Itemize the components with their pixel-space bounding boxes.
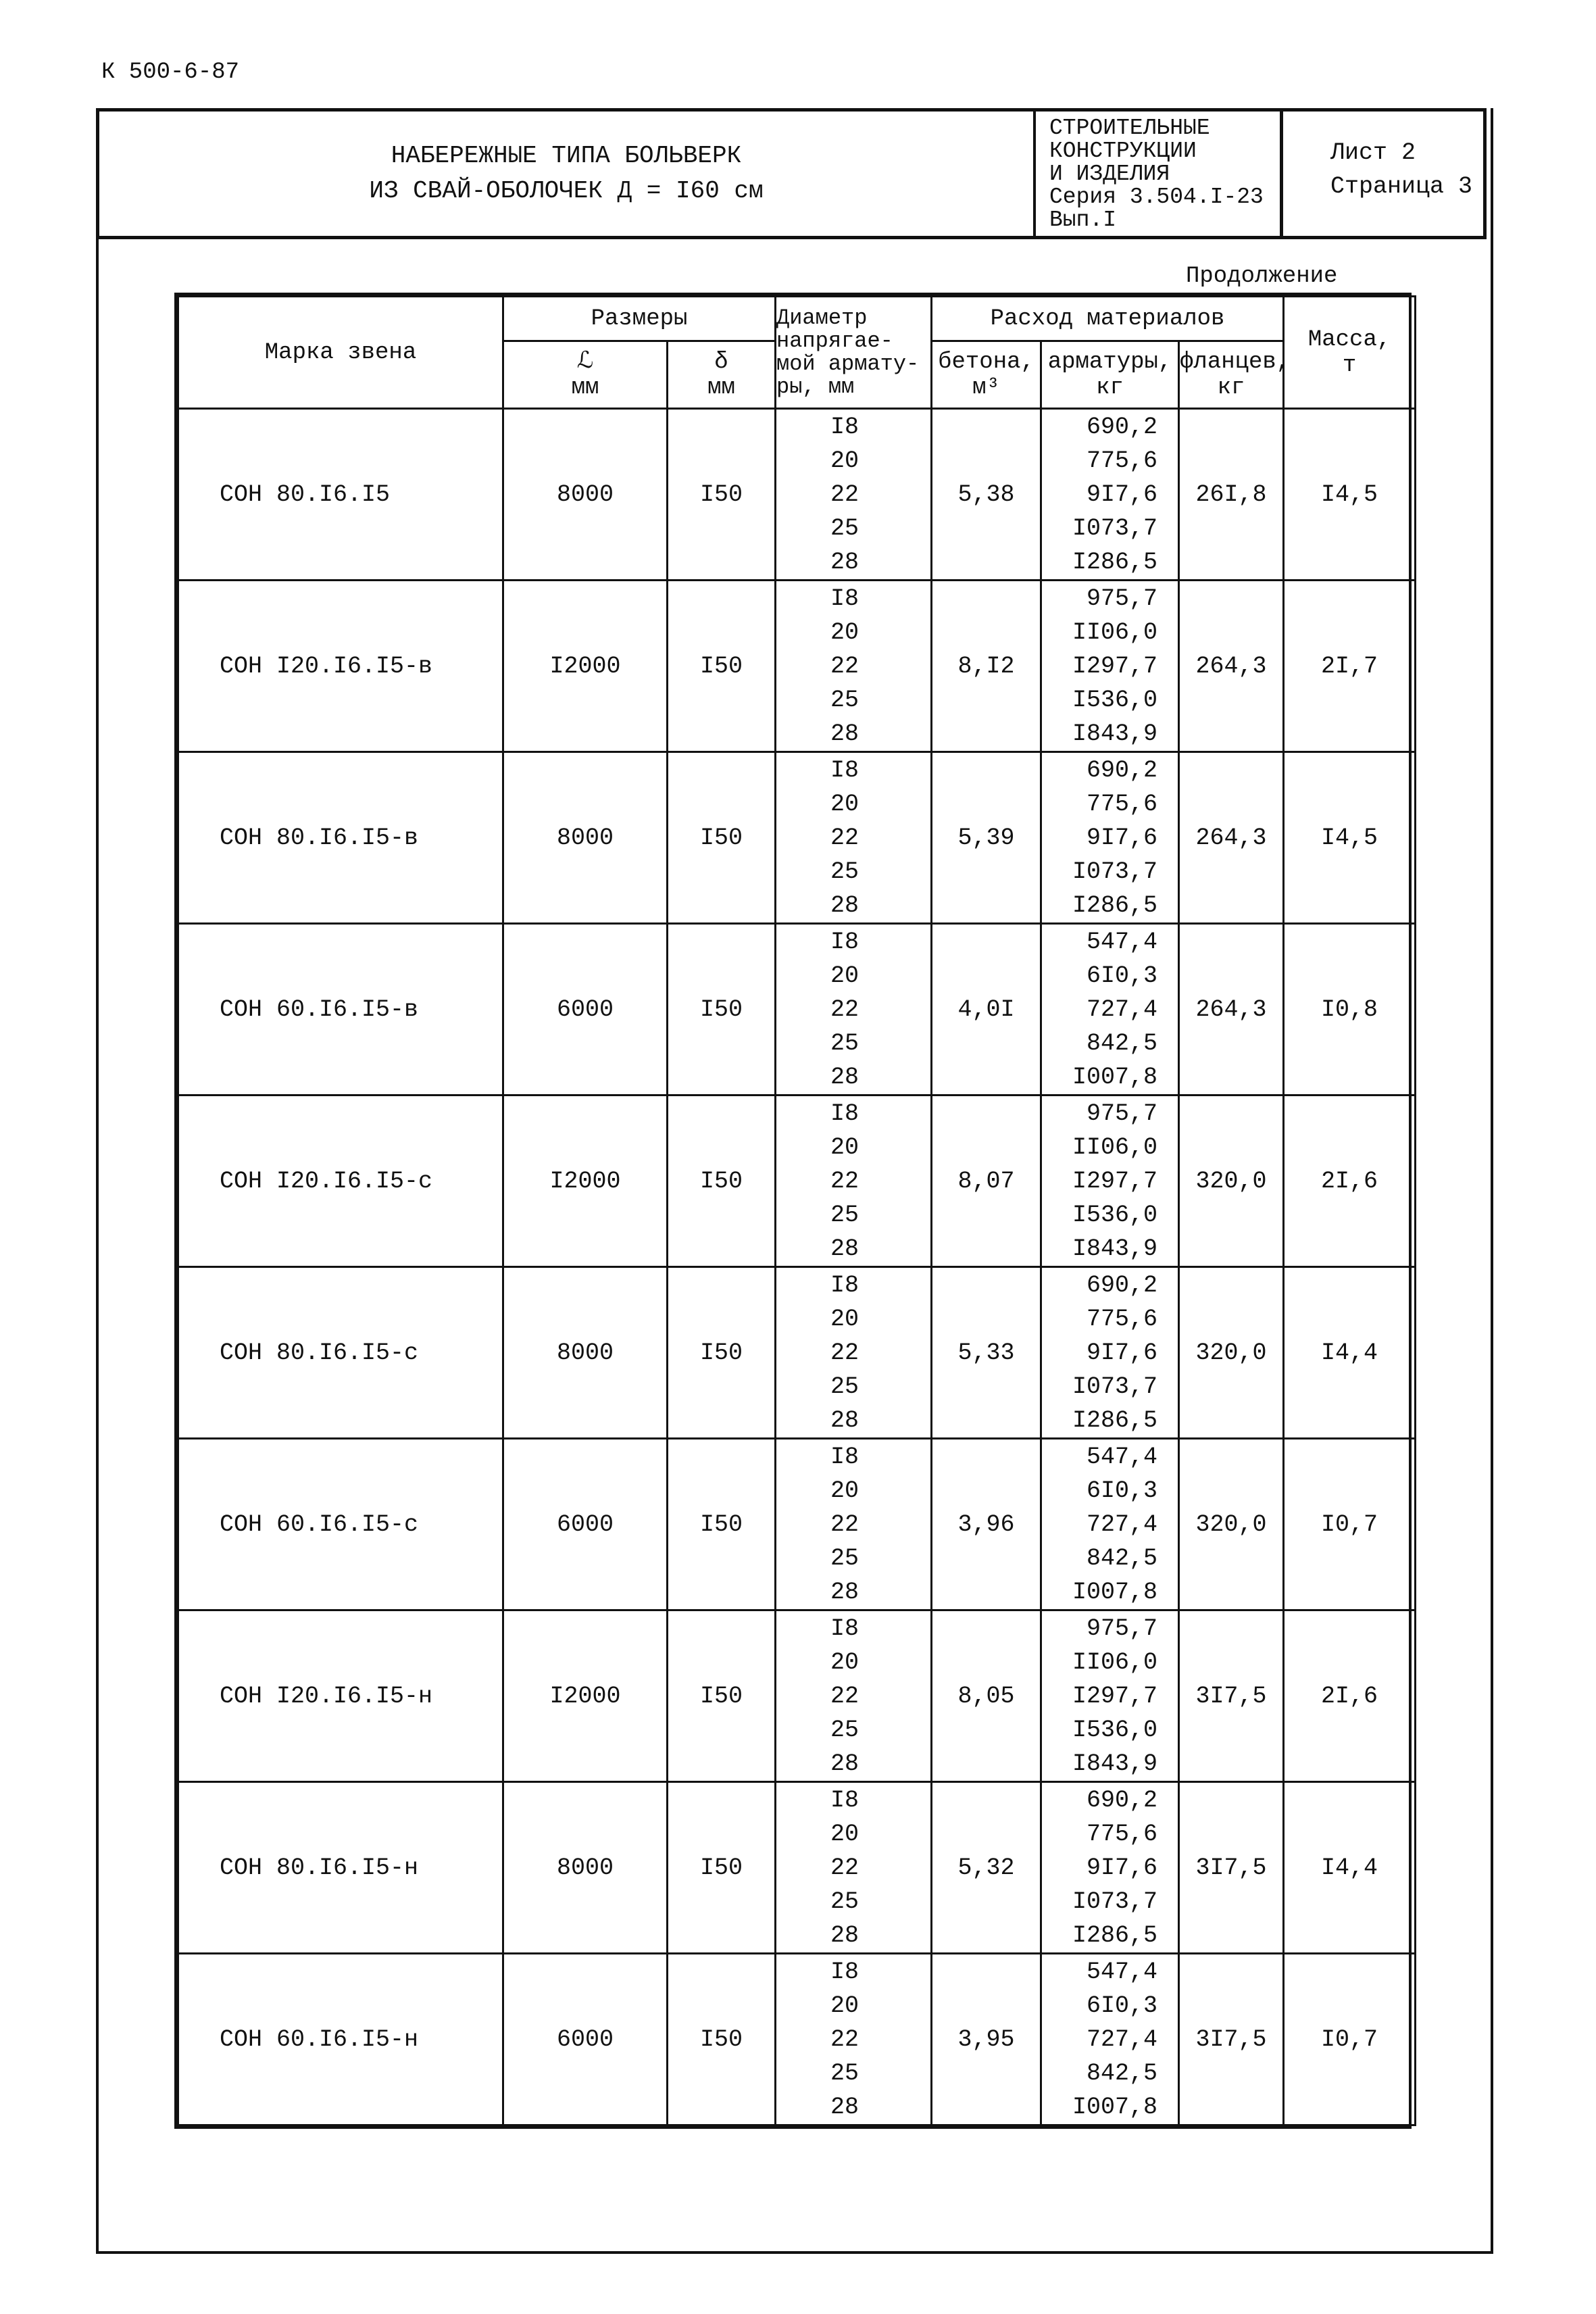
mass-cell: I0,7 bbox=[1284, 1439, 1416, 1610]
diameter-value: 25 bbox=[830, 1888, 859, 1915]
mark-cell: СОН 80.I6.I5 bbox=[178, 409, 503, 581]
rebar-cell bbox=[1041, 1439, 1179, 1610]
flanges-unit: кг bbox=[1217, 374, 1245, 401]
diameter-value: 28 bbox=[830, 1921, 859, 1949]
rebar-value: I286,5 bbox=[1072, 1406, 1158, 1434]
diameter-value: 22 bbox=[830, 481, 859, 508]
flanges-cell: 3I7,5 bbox=[1179, 1782, 1284, 1954]
table-row bbox=[178, 1439, 1416, 1610]
rebar-value: I536,0 bbox=[1072, 1201, 1158, 1229]
header-flanges bbox=[1179, 341, 1291, 409]
diameter-value: 22 bbox=[830, 1510, 859, 1538]
diameter-cell bbox=[776, 1267, 932, 1439]
thickness-cell: I50 bbox=[668, 752, 776, 924]
diameter-value: 25 bbox=[830, 514, 859, 542]
table-row bbox=[178, 1267, 1416, 1439]
header-thickness bbox=[668, 341, 776, 409]
flanges-cell: 320,0 bbox=[1179, 1439, 1284, 1610]
rebar-value: I843,9 bbox=[1072, 1235, 1158, 1262]
mass-unit: т bbox=[1342, 352, 1357, 378]
sheet-info bbox=[1283, 112, 1483, 260]
thickness-cell: I50 bbox=[668, 1096, 776, 1267]
title bbox=[99, 112, 1033, 236]
diameter-cell bbox=[776, 752, 932, 924]
diameter-value: 28 bbox=[830, 1063, 859, 1091]
rebar-value: I073,7 bbox=[1072, 858, 1158, 885]
rebar-value: II06,0 bbox=[1072, 618, 1158, 646]
rebar-value: 690,2 bbox=[1086, 756, 1158, 784]
diameter-value: 28 bbox=[830, 891, 859, 919]
diameter-value: I8 bbox=[830, 1271, 859, 1299]
rebar-value: I286,5 bbox=[1072, 891, 1158, 919]
title-line-2: ИЗ СВАЙ-ОБОЛОЧЕК Д = I60 см bbox=[369, 177, 764, 205]
rebar-value: 6I0,3 bbox=[1086, 1992, 1158, 2019]
table-row bbox=[178, 1610, 1416, 1782]
concrete-cell: 5,33 bbox=[932, 1267, 1041, 1439]
page-number: Страница 3 bbox=[1330, 173, 1473, 200]
thickness-cell: I50 bbox=[668, 1954, 776, 2125]
diameter-cell bbox=[776, 1439, 932, 1610]
rebar-value: I007,8 bbox=[1072, 2093, 1158, 2121]
rebar-cell bbox=[1041, 409, 1179, 581]
series-line: И ИЗДЕЛИЯ bbox=[1049, 162, 1170, 187]
series-line: Вып.I bbox=[1049, 207, 1117, 232]
table-row bbox=[178, 1782, 1416, 1954]
flanges-cell: 264,3 bbox=[1179, 752, 1284, 924]
rebar-value: 842,5 bbox=[1086, 1029, 1158, 1057]
diameter-value: 20 bbox=[830, 1305, 859, 1333]
mark-cell: СОН 60.I6.I5-в bbox=[178, 924, 503, 1096]
document-code: К 500-6-87 bbox=[101, 59, 240, 85]
diameter-value: 25 bbox=[830, 1201, 859, 1229]
title-line-1: НАБЕРЕЖНЫЕ ТИПА БОЛЬВЕРК bbox=[391, 142, 742, 170]
concrete-cell: 5,39 bbox=[932, 752, 1041, 924]
series-info bbox=[1033, 112, 1283, 236]
rebar-value: I286,5 bbox=[1072, 548, 1158, 576]
series-line: СТРОИТЕЛЬНЫЕ bbox=[1049, 116, 1210, 141]
concrete-cell: 3,95 bbox=[932, 1954, 1041, 2125]
materials-table bbox=[174, 293, 1412, 2129]
diameter-value: 20 bbox=[830, 1992, 859, 2019]
table-row bbox=[178, 1096, 1416, 1267]
rebar-value: 842,5 bbox=[1086, 1544, 1158, 1572]
rebar-value: 9I7,6 bbox=[1086, 481, 1158, 508]
concrete-label: бетона, bbox=[938, 349, 1034, 375]
rebar-cell bbox=[1041, 1954, 1179, 2125]
length-cell: 6000 bbox=[503, 924, 668, 1096]
concrete-cell: 3,96 bbox=[932, 1439, 1041, 1610]
diameter-value: 25 bbox=[830, 1373, 859, 1400]
title-block bbox=[96, 108, 1487, 239]
mass-label: Масса, bbox=[1307, 326, 1391, 353]
rebar-cell bbox=[1041, 1267, 1179, 1439]
header-diameter: Диаметр напрягае-мой армату-ры, мм bbox=[776, 297, 932, 409]
rebar-cell bbox=[1041, 1782, 1179, 1954]
diameter-value: 25 bbox=[830, 1716, 859, 1744]
mass-cell: I4,4 bbox=[1284, 1782, 1416, 1954]
diameter-value: I8 bbox=[830, 585, 859, 612]
rebar-value: I297,7 bbox=[1072, 1167, 1158, 1195]
rebar-value: 975,7 bbox=[1086, 1615, 1158, 1642]
table-row bbox=[178, 1954, 1416, 2125]
thickness-cell: I50 bbox=[668, 924, 776, 1096]
rebar-value: II06,0 bbox=[1072, 1648, 1158, 1676]
diameter-value: I8 bbox=[830, 756, 859, 784]
rebar-value: 842,5 bbox=[1086, 2059, 1158, 2087]
rebar-value: 975,7 bbox=[1086, 1100, 1158, 1127]
rebar-value: 9I7,6 bbox=[1086, 1854, 1158, 1881]
diameter-value: 20 bbox=[830, 1820, 859, 1848]
header-rebar bbox=[1041, 341, 1179, 409]
diameter-value: 28 bbox=[830, 2093, 859, 2121]
mass-cell: I4,4 bbox=[1284, 1267, 1416, 1439]
diameter-value: 20 bbox=[830, 1648, 859, 1676]
length-unit: мм bbox=[571, 374, 599, 401]
mass-cell: I0,8 bbox=[1284, 924, 1416, 1096]
diameter-value: I8 bbox=[830, 1443, 859, 1471]
thickness-cell: I50 bbox=[668, 1782, 776, 1954]
rebar-value: 6I0,3 bbox=[1086, 1477, 1158, 1504]
mass-cell: I4,5 bbox=[1284, 409, 1416, 581]
diameter-value: 22 bbox=[830, 1854, 859, 1881]
rebar-value: 9I7,6 bbox=[1086, 1339, 1158, 1367]
diameter-value: I8 bbox=[830, 928, 859, 956]
rebar-cell bbox=[1041, 924, 1179, 1096]
length-cell: I2000 bbox=[503, 581, 668, 752]
mark-cell: СОН I20.I6.I5-в bbox=[178, 581, 503, 752]
diameter-value: 28 bbox=[830, 1406, 859, 1434]
rebar-value: 9I7,6 bbox=[1086, 824, 1158, 852]
rebar-value: I286,5 bbox=[1072, 1921, 1158, 1949]
mass-cell: I0,7 bbox=[1284, 1954, 1416, 2125]
thickness-cell: I50 bbox=[668, 581, 776, 752]
flanges-cell: 320,0 bbox=[1179, 1096, 1284, 1267]
rebar-value: 775,6 bbox=[1086, 790, 1158, 818]
rebar-value: 547,4 bbox=[1086, 928, 1158, 956]
header-consumption: Расход материалов bbox=[932, 297, 1284, 341]
mark-cell: СОН 80.I6.I5-с bbox=[178, 1267, 503, 1439]
rebar-unit: кг bbox=[1096, 374, 1124, 401]
rebar-value: 727,4 bbox=[1086, 1510, 1158, 1538]
table-row bbox=[178, 409, 1416, 581]
flanges-cell: 320,0 bbox=[1179, 1267, 1284, 1439]
diameter-value: I8 bbox=[830, 1958, 859, 1986]
mass-cell: I4,5 bbox=[1284, 752, 1416, 924]
mark-cell: СОН 80.I6.I5-в bbox=[178, 752, 503, 924]
flanges-cell: 3I7,5 bbox=[1179, 1954, 1284, 2125]
diameter-cell bbox=[776, 1610, 932, 1782]
diameter-value: 28 bbox=[830, 548, 859, 576]
rebar-value: I297,7 bbox=[1072, 652, 1158, 680]
rebar-value: 690,2 bbox=[1086, 1271, 1158, 1299]
thickness-symbol: δ bbox=[714, 349, 728, 375]
series-line: КОНСТРУКЦИИ bbox=[1049, 139, 1197, 164]
mark-cell: СОН 60.I6.I5-н bbox=[178, 1954, 503, 2125]
rebar-cell bbox=[1041, 752, 1179, 924]
flanges-cell: 264,3 bbox=[1179, 924, 1284, 1096]
table-row bbox=[178, 581, 1416, 752]
mark-cell: СОН 80.I6.I5-н bbox=[178, 1782, 503, 1954]
rebar-value: 975,7 bbox=[1086, 585, 1158, 612]
flanges-cell: 3I7,5 bbox=[1179, 1610, 1284, 1782]
diameter-value: 28 bbox=[830, 1578, 859, 1606]
mass-cell: 2I,6 bbox=[1284, 1096, 1416, 1267]
flanges-cell: 264,3 bbox=[1179, 581, 1284, 752]
diameter-value: 22 bbox=[830, 995, 859, 1023]
diameter-cell bbox=[776, 1096, 932, 1267]
rebar-value: I843,9 bbox=[1072, 1750, 1158, 1777]
rebar-value: I073,7 bbox=[1072, 1888, 1158, 1915]
diameter-value: 20 bbox=[830, 1477, 859, 1504]
series-line: Серия 3.504.I-23 bbox=[1049, 184, 1264, 210]
header-mark: Марка звена bbox=[178, 297, 503, 409]
concrete-cell: 8,05 bbox=[932, 1610, 1041, 1782]
diameter-value: 25 bbox=[830, 686, 859, 714]
length-symbol: ℒ bbox=[576, 349, 594, 375]
diameter-value: I8 bbox=[830, 1615, 859, 1642]
rebar-cell bbox=[1041, 1610, 1179, 1782]
length-cell: I2000 bbox=[503, 1610, 668, 1782]
rebar-value: 547,4 bbox=[1086, 1443, 1158, 1471]
flanges-cell: 26I,8 bbox=[1179, 409, 1284, 581]
rebar-value: 6I0,3 bbox=[1086, 962, 1158, 989]
diameter-value: I8 bbox=[830, 1786, 859, 1814]
diameter-value: 28 bbox=[830, 720, 859, 747]
flanges-label: фланцев, bbox=[1180, 349, 1291, 375]
diameter-value: 20 bbox=[830, 962, 859, 989]
length-cell: 6000 bbox=[503, 1439, 668, 1610]
diameter-value: 25 bbox=[830, 1544, 859, 1572]
diameter-value: 20 bbox=[830, 790, 859, 818]
diameter-value: 22 bbox=[830, 1167, 859, 1195]
diameter-value: 28 bbox=[830, 1750, 859, 1777]
rebar-cell bbox=[1041, 1096, 1179, 1267]
rebar-value: I007,8 bbox=[1072, 1063, 1158, 1091]
diameter-value: 25 bbox=[830, 1029, 859, 1057]
diameter-value: 25 bbox=[830, 2059, 859, 2087]
rebar-value: 775,6 bbox=[1086, 1305, 1158, 1333]
header-sizes: Размеры bbox=[503, 297, 776, 341]
rebar-value: 775,6 bbox=[1086, 447, 1158, 474]
length-cell: 8000 bbox=[503, 752, 668, 924]
diameter-value: 22 bbox=[830, 824, 859, 852]
table-row bbox=[178, 924, 1416, 1096]
diameter-cell bbox=[776, 409, 932, 581]
rebar-cell bbox=[1041, 581, 1179, 752]
mark-cell: СОН I20.I6.I5-н bbox=[178, 1610, 503, 1782]
diameter-cell bbox=[776, 581, 932, 752]
rebar-value: II06,0 bbox=[1072, 1133, 1158, 1161]
diameter-value: 22 bbox=[830, 1682, 859, 1710]
table-row bbox=[178, 752, 1416, 924]
rebar-value: I536,0 bbox=[1072, 686, 1158, 714]
rebar-value: I073,7 bbox=[1072, 1373, 1158, 1400]
mark-cell: СОН I20.I6.I5-с bbox=[178, 1096, 503, 1267]
rebar-value: I843,9 bbox=[1072, 720, 1158, 747]
length-cell: 8000 bbox=[503, 1267, 668, 1439]
diameter-value: 28 bbox=[830, 1235, 859, 1262]
length-cell: I2000 bbox=[503, 1096, 668, 1267]
diameter-cell bbox=[776, 1954, 932, 2125]
thickness-cell: I50 bbox=[668, 1610, 776, 1782]
header-length bbox=[503, 341, 668, 409]
diameter-value: 20 bbox=[830, 447, 859, 474]
concrete-unit: м³ bbox=[972, 374, 1000, 401]
diameter-cell bbox=[776, 924, 932, 1096]
rebar-value: I073,7 bbox=[1072, 514, 1158, 542]
rebar-value: 690,2 bbox=[1086, 1786, 1158, 1814]
diameter-value: 22 bbox=[830, 1339, 859, 1367]
mark-cell: СОН 60.I6.I5-с bbox=[178, 1439, 503, 1610]
rebar-value: I007,8 bbox=[1072, 1578, 1158, 1606]
thickness-cell: I50 bbox=[668, 409, 776, 581]
diameter-value: 25 bbox=[830, 858, 859, 885]
thickness-unit: мм bbox=[707, 374, 735, 401]
continuation-label: Продолжение bbox=[1186, 264, 1338, 289]
mass-cell: 2I,6 bbox=[1284, 1610, 1416, 1782]
rebar-value: I536,0 bbox=[1072, 1716, 1158, 1744]
rebar-value: 775,6 bbox=[1086, 1820, 1158, 1848]
concrete-cell: 5,32 bbox=[932, 1782, 1041, 1954]
length-cell: 8000 bbox=[503, 1782, 668, 1954]
diameter-value: 22 bbox=[830, 2025, 859, 2053]
rebar-label: арматуры, bbox=[1047, 349, 1172, 375]
header-mass bbox=[1284, 297, 1416, 409]
concrete-cell: 8,07 bbox=[932, 1096, 1041, 1267]
diameter-value: I8 bbox=[830, 1100, 859, 1127]
rebar-value: I297,7 bbox=[1072, 1682, 1158, 1710]
diameter-cell bbox=[776, 1782, 932, 1954]
length-cell: 6000 bbox=[503, 1954, 668, 2125]
thickness-cell: I50 bbox=[668, 1267, 776, 1439]
header-concrete bbox=[932, 341, 1041, 409]
mass-cell: 2I,7 bbox=[1284, 581, 1416, 752]
diameter-value: 20 bbox=[830, 1133, 859, 1161]
concrete-cell: 8,I2 bbox=[932, 581, 1041, 752]
length-cell: 8000 bbox=[503, 409, 668, 581]
diameter-value: 22 bbox=[830, 652, 859, 680]
rebar-value: 547,4 bbox=[1086, 1958, 1158, 1986]
diameter-value: 20 bbox=[830, 618, 859, 646]
rebar-value: 727,4 bbox=[1086, 2025, 1158, 2053]
rebar-value: 690,2 bbox=[1086, 413, 1158, 441]
thickness-cell: I50 bbox=[668, 1439, 776, 1610]
rebar-value: 727,4 bbox=[1086, 995, 1158, 1023]
concrete-cell: 4,0I bbox=[932, 924, 1041, 1096]
diameter-value: I8 bbox=[830, 413, 859, 441]
concrete-cell: 5,38 bbox=[932, 409, 1041, 581]
sheet-number: Лист 2 bbox=[1330, 139, 1416, 166]
